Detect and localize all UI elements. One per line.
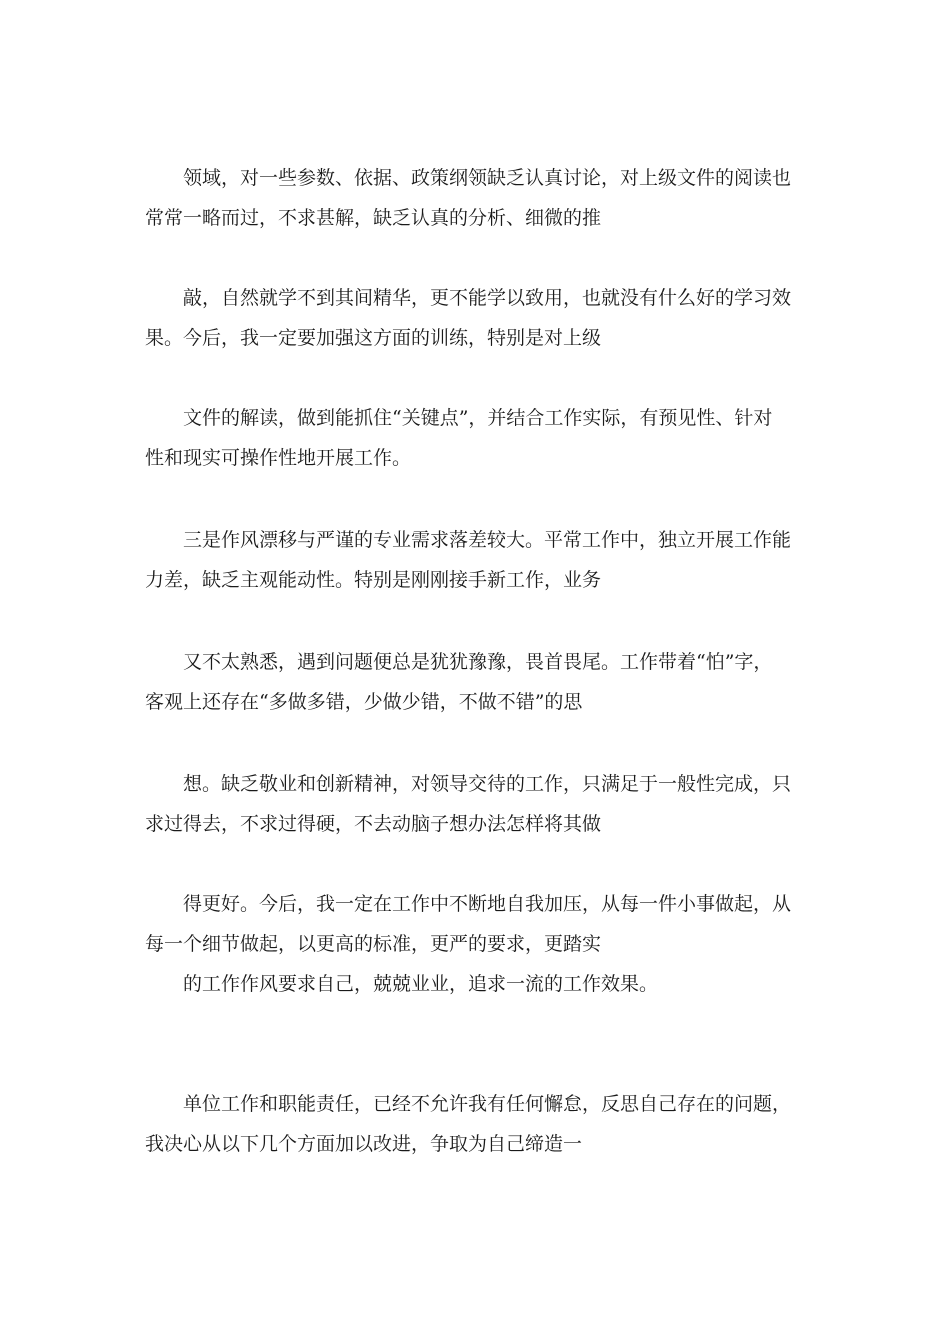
- paragraph-line: 性和现实可操作性地开展工作。: [145, 447, 412, 469]
- paragraph-line: 求过得去，不求过得硬，不去动脑子想办法怎样将其做: [145, 813, 602, 835]
- paragraph: [145, 642, 805, 722]
- paragraph-line: 文件的解读，做到能抓住“关键点”，并结合工作实际，有预见性、针对: [183, 407, 773, 429]
- paragraph-line: 我决心从以下几个方面加以改进，争取为自己缔造一: [145, 1133, 583, 1155]
- paragraph: [145, 520, 805, 600]
- paragraph-line: 三是作风漂移与严谨的专业需求落差较大。平常工作中，独立开展工作能: [183, 529, 792, 551]
- paragraph-line: 的工作作风要求自己，兢兢业业，追求一流的工作效果。: [183, 973, 659, 995]
- paragraph: [145, 964, 805, 1004]
- paragraph: [145, 884, 805, 964]
- paragraph: [145, 398, 805, 478]
- paragraph: [145, 158, 805, 238]
- paragraph-line: 得更好。今后，我一定在工作中不断地自我加压，从每一件小事做起，从: [183, 893, 792, 915]
- paragraph-line: 单位工作和职能责任，已经不允许我有任何懈怠，反思自己存在的问题，: [183, 1093, 792, 1115]
- paragraph-line: 敲，自然就学不到其间精华，更不能学以致用，也就没有什么好的学习效: [183, 287, 792, 309]
- paragraph-line: 力差，缺乏主观能动性。特别是刚刚接手新工作，业务: [145, 569, 602, 591]
- paragraph-line: 每一个细节做起，以更高的标准，更严的要求，更踏实: [145, 933, 602, 955]
- paragraph-line: 又不太熟悉，遇到问题便总是犹犹豫豫，畏首畏尾。工作带着“怕”字，: [183, 651, 773, 673]
- paragraph-line: 客观上还存在“多做多错，少做少错，不做不错”的思: [145, 691, 583, 713]
- paragraph-line: 想。缺乏敬业和创新精神，对领导交待的工作，只满足于一般性完成，只: [183, 773, 792, 795]
- paragraph-line: 常常一略而过，不求甚解，缺乏认真的分析、细微的推: [145, 207, 602, 229]
- paragraph-line: 领域，对一些参数、依据、政策纲领缺乏认真讨论，对上级文件的阅读也: [183, 167, 792, 189]
- paragraph-line: 果。今后，我一定要加强这方面的训练，特别是对上级: [145, 327, 602, 349]
- paragraph: [145, 1084, 805, 1164]
- paragraph: [145, 278, 805, 358]
- paragraph: [145, 764, 805, 844]
